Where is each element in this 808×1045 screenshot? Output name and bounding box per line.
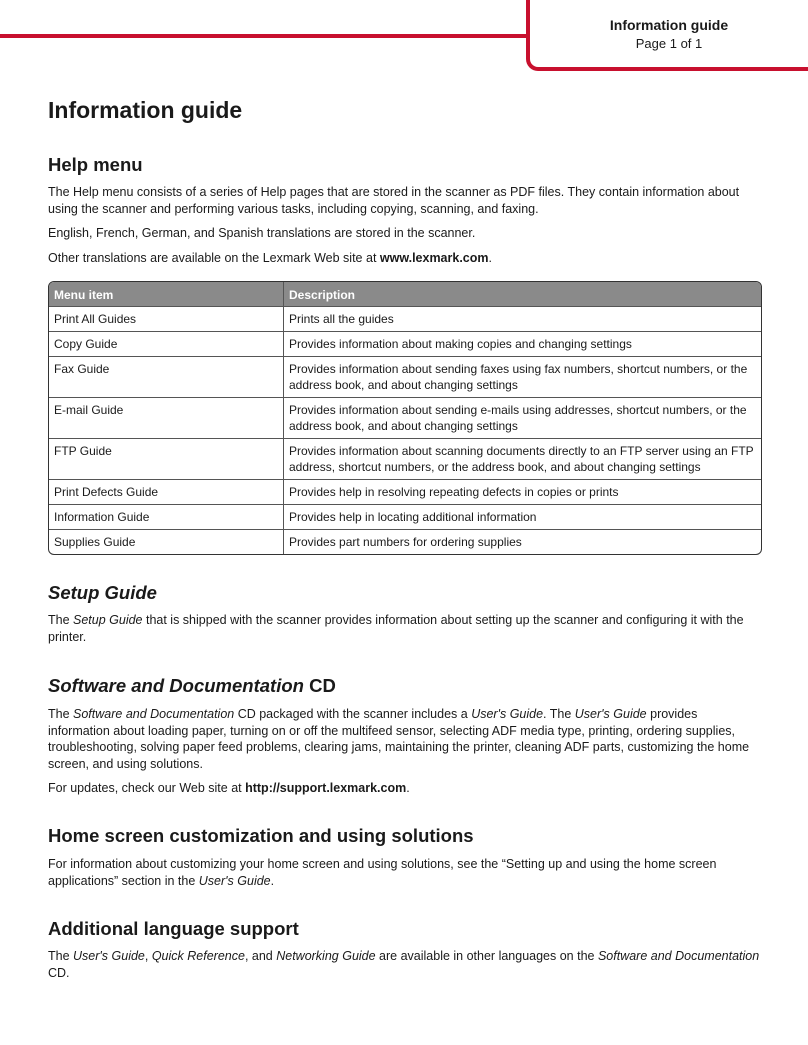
language-support-paragraph: The User's Guide, Quick Reference, and Networking Guide are available in other languages on the Software and Documentation CD. bbox=[48, 949, 760, 980]
description-cell: Provides help in resolving repeating defects in copies or prints bbox=[284, 479, 761, 504]
table-header-row bbox=[49, 282, 761, 306]
header-rule bbox=[0, 34, 528, 38]
description-cell: Provides help in locating additional information bbox=[284, 504, 761, 529]
description-cell: Provides information about sending faxes using fax numbers, shortcut numbers, or the address book, and about changing settings bbox=[284, 356, 761, 397]
translations-paragraph: English, French, German, and Spanish translations are stored in the scanner. bbox=[48, 226, 476, 240]
help-menu-table bbox=[48, 281, 762, 555]
lexmark-link[interactable]: www.lexmark.com bbox=[379, 251, 489, 265]
header-page-number: Page 1 of 1 bbox=[635, 36, 703, 51]
setup-guide-paragraph: The Setup Guide that is shipped with the scanner provides information about setting up the scanner and configuring it with the printer. bbox=[48, 613, 744, 644]
header-title: Information guide bbox=[609, 17, 729, 33]
home-screen-paragraph: For information about customizing your home screen and using solutions, see the “Setting up and using the home screen applications” section in the User's Guide. bbox=[48, 857, 717, 888]
column-header-description: Description bbox=[284, 282, 761, 306]
description-cell: Provides part numbers for ordering supplies bbox=[284, 529, 761, 554]
software-cd-paragraph: The Software and Documentation CD packaged with the scanner includes a User's Guide. The User's Guide provides information about loading paper, turning on or off the multifeed sensor, selecting ADF media type, printing, ordering supplies, troubleshooting, solving paper feed problems, clearing jams, maintaining the printer, cleaning ADF parts, customizing the home screen, and using solutions. bbox=[48, 707, 750, 771]
support-link[interactable]: http://support.lexmark.com bbox=[245, 781, 407, 795]
menu-item-cell: FTP Guide bbox=[49, 438, 284, 479]
table-row bbox=[49, 529, 761, 554]
help-menu-heading: Help menu bbox=[48, 154, 143, 175]
home-screen-heading: Home screen customization and using solutions bbox=[48, 825, 474, 846]
description-cell: Prints all the guides bbox=[284, 306, 761, 331]
menu-item-cell: Information Guide bbox=[49, 504, 284, 529]
table-row bbox=[49, 438, 761, 479]
menu-item-cell: E-mail Guide bbox=[49, 397, 284, 438]
menu-item-cell: Fax Guide bbox=[49, 356, 284, 397]
column-header-menu-item: Menu item bbox=[49, 282, 284, 306]
description-cell: Provides information about making copies and changing settings bbox=[284, 331, 761, 356]
menu-item-cell: Copy Guide bbox=[49, 331, 284, 356]
software-cd-heading: Software and Documentation CD bbox=[48, 675, 336, 696]
help-menu-paragraph: The Help menu consists of a series of Help pages that are stored in the scanner as PDF files. They contain information about using the scanner and performing various tasks, including copying, scanning, and faxing. bbox=[48, 185, 740, 216]
page-title: Information guide bbox=[48, 97, 243, 123]
menu-item-cell: Print Defects Guide bbox=[49, 479, 284, 504]
description-cell: Provides information about sending e-mails using addresses, shortcut numbers, or the address book, and about changing settings bbox=[284, 397, 761, 438]
table-row bbox=[49, 479, 761, 504]
other-translations-paragraph: Other translations are available on the Lexmark Web site at www.lexmark.com. bbox=[48, 251, 492, 265]
menu-item-cell: Supplies Guide bbox=[49, 529, 284, 554]
page-header bbox=[526, 0, 808, 71]
language-support-heading: Additional language support bbox=[48, 918, 299, 939]
setup-guide-heading: Setup Guide bbox=[48, 582, 157, 603]
table-row bbox=[49, 504, 761, 529]
table-row bbox=[49, 331, 761, 356]
table-row bbox=[49, 306, 761, 331]
table-row bbox=[49, 356, 761, 397]
table-row bbox=[49, 397, 761, 438]
updates-paragraph: For updates, check our Web site at http://support.lexmark.com. bbox=[48, 781, 410, 795]
menu-item-cell: Print All Guides bbox=[49, 306, 284, 331]
description-cell: Provides information about scanning documents directly to an FTP server using an FTP address, shortcut numbers, or the address book, and about changing settings bbox=[284, 438, 761, 479]
